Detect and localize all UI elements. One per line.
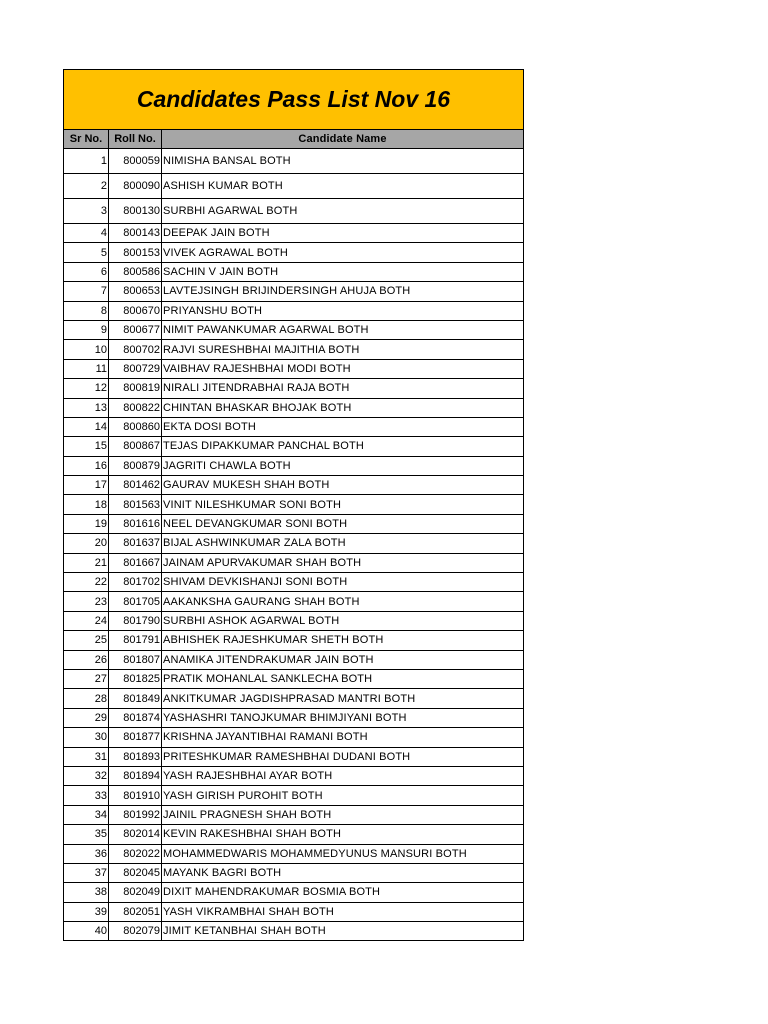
cell-sr-no: 8 (64, 302, 109, 320)
table-header-row (64, 130, 523, 149)
sheet-title: Candidates Pass List Nov 16 (64, 70, 523, 130)
cell-candidate-name: VAIBHAV RAJESHBHAI MODI BOTH (163, 362, 351, 375)
cell-roll-no: 800879 (109, 457, 162, 475)
cell-sr-no: 40 (64, 922, 109, 940)
cell-sr-no: 10 (64, 340, 109, 358)
cell-candidate-name: KRISHNA JAYANTIBHAI RAMANI BOTH (163, 731, 368, 744)
cell-roll-no: 801893 (109, 748, 162, 766)
cell-roll-no: 801877 (109, 728, 162, 746)
cell-sr-no: 17 (64, 476, 109, 494)
cell-roll-no: 800860 (109, 418, 162, 436)
cell-sr-no: 16 (64, 457, 109, 475)
table-row (64, 748, 523, 767)
cell-sr-no: 25 (64, 631, 109, 649)
cell-candidate-name: SURBHI ASHOK AGARWAL BOTH (163, 615, 340, 627)
column-header-candidate-name: Candidate Name (298, 133, 387, 145)
cell-sr-no: 6 (64, 263, 109, 281)
table-row (64, 418, 523, 437)
cell-roll-no: 800677 (109, 321, 162, 339)
cell-roll-no: 801702 (109, 573, 162, 591)
cell-candidate-name: YASH GIRISH PUROHIT BOTH (163, 789, 323, 802)
cell-sr-no: 9 (64, 321, 109, 339)
table-row (64, 340, 523, 359)
cell-roll-no: 801807 (109, 651, 162, 669)
table-row (64, 457, 523, 476)
table-row (64, 399, 523, 418)
cell-roll-no: 802049 (109, 883, 162, 901)
cell-roll-no: 801705 (109, 592, 162, 610)
cell-roll-no: 801849 (109, 689, 162, 707)
cell-roll-no: 801616 (109, 515, 162, 533)
cell-sr-no: 27 (64, 670, 109, 688)
table-row (64, 302, 523, 321)
cell-candidate-name: BIJAL ASHWINKUMAR ZALA BOTH (163, 537, 346, 550)
table-row (64, 174, 523, 199)
cell-sr-no: 23 (64, 592, 109, 610)
table-row (64, 864, 523, 883)
cell-candidate-name: CHINTAN BHASKAR BHOJAK BOTH (163, 401, 352, 414)
cell-candidate-name: EKTA DOSI BOTH (163, 421, 256, 434)
cell-candidate-name: JAINIL PRAGNESH SHAH BOTH (163, 808, 332, 821)
cell-sr-no: 37 (64, 864, 109, 882)
cell-candidate-name: ANKITKUMAR JAGDISHPRASAD MANTRI BOTH (163, 692, 416, 705)
cell-roll-no: 800702 (109, 340, 162, 358)
cell-sr-no: 32 (64, 767, 109, 785)
cell-roll-no: 800059 (109, 149, 162, 173)
cell-sr-no: 19 (64, 515, 109, 533)
cell-roll-no: 800653 (109, 282, 162, 300)
cell-roll-no: 800130 (109, 199, 162, 223)
cell-sr-no: 24 (64, 612, 109, 630)
table-row (64, 845, 523, 864)
cell-sr-no: 18 (64, 495, 109, 513)
cell-candidate-name: PRIYANSHU BOTH (163, 304, 263, 317)
cell-roll-no: 802014 (109, 825, 162, 843)
table-row (64, 243, 523, 262)
table-row (64, 689, 523, 708)
table-row (64, 592, 523, 611)
cell-sr-no: 33 (64, 786, 109, 804)
cell-roll-no: 800143 (109, 224, 162, 242)
cell-candidate-name: ANAMIKA JITENDRAKUMAR JAIN BOTH (163, 653, 374, 666)
table-row (64, 825, 523, 844)
pass-list-sheet (63, 69, 524, 941)
cell-sr-no: 7 (64, 282, 109, 300)
cell-candidate-name: NEEL DEVANGKUMAR SONI BOTH (163, 518, 348, 531)
cell-candidate-name: JIMIT KETANBHAI SHAH BOTH (163, 925, 326, 938)
cell-candidate-name: KEVIN RAKESHBHAI SHAH BOTH (163, 828, 342, 841)
cell-sr-no: 1 (64, 149, 109, 173)
cell-sr-no: 39 (64, 903, 109, 921)
table-row (64, 612, 523, 631)
cell-sr-no: 36 (64, 845, 109, 863)
cell-sr-no: 26 (64, 651, 109, 669)
cell-candidate-name: ABHISHEK RAJESHKUMAR SHETH BOTH (163, 634, 384, 647)
table-row (64, 321, 523, 340)
table-row (64, 263, 523, 282)
cell-roll-no: 800090 (109, 174, 162, 198)
cell-candidate-name: VIVEK AGRAWAL BOTH (163, 246, 288, 259)
cell-sr-no: 31 (64, 748, 109, 766)
cell-roll-no: 801637 (109, 534, 162, 552)
cell-roll-no: 801825 (109, 670, 162, 688)
table-row (64, 903, 523, 922)
cell-roll-no: 802045 (109, 864, 162, 882)
table-row (64, 476, 523, 495)
table-row (64, 534, 523, 553)
cell-sr-no: 14 (64, 418, 109, 436)
cell-candidate-name: MAYANK BAGRI BOTH (163, 867, 282, 880)
table-row (64, 437, 523, 456)
cell-roll-no: 802051 (109, 903, 162, 921)
cell-roll-no: 801791 (109, 631, 162, 649)
table-row (64, 554, 523, 573)
table-row (64, 573, 523, 592)
cell-roll-no: 800819 (109, 379, 162, 397)
table-row (64, 883, 523, 902)
cell-candidate-name: SURBHI AGARWAL BOTH (163, 205, 298, 217)
table-row (64, 360, 523, 379)
cell-roll-no: 801874 (109, 709, 162, 727)
table-row (64, 786, 523, 805)
cell-roll-no: 802079 (109, 922, 162, 940)
cell-sr-no: 13 (64, 399, 109, 417)
cell-candidate-name: AAKANKSHA GAURANG SHAH BOTH (163, 595, 360, 608)
cell-roll-no: 801894 (109, 767, 162, 785)
cell-sr-no: 12 (64, 379, 109, 397)
cell-candidate-name: ASHISH KUMAR BOTH (163, 180, 283, 192)
table-row (64, 670, 523, 689)
cell-candidate-name: SHIVAM DEVKISHANJI SONI BOTH (163, 576, 348, 589)
table-row (64, 495, 523, 514)
cell-candidate-name: YASH VIKRAMBHAI SHAH BOTH (163, 905, 335, 918)
cell-sr-no: 38 (64, 883, 109, 901)
table-row (64, 709, 523, 728)
cell-candidate-name: NIMISHA BANSAL BOTH (163, 155, 291, 167)
table-row (64, 922, 523, 941)
cell-roll-no: 800153 (109, 243, 162, 261)
cell-roll-no: 802022 (109, 845, 162, 863)
cell-candidate-name: RAJVI SURESHBHAI MAJITHIA BOTH (163, 343, 360, 356)
cell-roll-no: 800822 (109, 399, 162, 417)
cell-candidate-name: NIMIT PAWANKUMAR AGARWAL BOTH (163, 324, 369, 337)
cell-candidate-name: TEJAS DIPAKKUMAR PANCHAL BOTH (163, 440, 364, 453)
cell-sr-no: 35 (64, 825, 109, 843)
table-row (64, 515, 523, 534)
cell-roll-no: 800867 (109, 437, 162, 455)
table-row (64, 149, 523, 174)
column-header-sr-no: Sr No. (64, 130, 109, 148)
cell-candidate-name: JAINAM APURVAKUMAR SHAH BOTH (163, 556, 362, 569)
cell-roll-no: 800586 (109, 263, 162, 281)
cell-sr-no: 29 (64, 709, 109, 727)
cell-candidate-name: LAVTEJSINGH BRIJINDERSINGH AHUJA BOTH (163, 285, 411, 298)
table-row (64, 767, 523, 786)
cell-roll-no: 801462 (109, 476, 162, 494)
table-row (64, 224, 523, 243)
cell-candidate-name: PRITESHKUMAR RAMESHBHAI DUDANI BOTH (163, 750, 411, 763)
table-row (64, 199, 523, 224)
table-row (64, 728, 523, 747)
cell-candidate-name: DIXIT MAHENDRAKUMAR BOSMIA BOTH (163, 886, 381, 899)
cell-candidate-name: MOHAMMEDWARIS MOHAMMEDYUNUS MANSURI BOTH (163, 847, 467, 860)
cell-sr-no: 2 (64, 174, 109, 198)
cell-roll-no: 801667 (109, 554, 162, 572)
table-row (64, 631, 523, 650)
cell-candidate-name: JAGRITI CHAWLA BOTH (163, 459, 291, 472)
cell-sr-no: 5 (64, 243, 109, 261)
table-row (64, 282, 523, 301)
cell-sr-no: 15 (64, 437, 109, 455)
cell-sr-no: 34 (64, 806, 109, 824)
column-header-roll-no: Roll No. (109, 130, 162, 148)
cell-roll-no: 800670 (109, 302, 162, 320)
cell-candidate-name: DEEPAK JAIN BOTH (163, 227, 270, 240)
candidate-rows (64, 149, 523, 941)
table-row (64, 379, 523, 398)
cell-sr-no: 20 (64, 534, 109, 552)
cell-roll-no: 801563 (109, 495, 162, 513)
cell-roll-no: 801992 (109, 806, 162, 824)
cell-roll-no: 800729 (109, 360, 162, 378)
cell-sr-no: 21 (64, 554, 109, 572)
cell-candidate-name: VINIT NILESHKUMAR SONI BOTH (163, 498, 342, 511)
cell-candidate-name: YASHASHRI TANOJKUMAR BHIMJIYANI BOTH (163, 711, 407, 724)
table-row (64, 651, 523, 670)
cell-candidate-name: GAURAV MUKESH SHAH BOTH (163, 479, 330, 492)
cell-sr-no: 3 (64, 199, 109, 223)
cell-sr-no: 28 (64, 689, 109, 707)
cell-candidate-name: PRATIK MOHANLAL SANKLECHA BOTH (163, 673, 373, 686)
cell-roll-no: 801910 (109, 786, 162, 804)
cell-candidate-name: NIRALI JITENDRABHAI RAJA BOTH (163, 382, 350, 395)
cell-sr-no: 30 (64, 728, 109, 746)
cell-roll-no: 801790 (109, 612, 162, 630)
cell-candidate-name: SACHIN V JAIN BOTH (163, 265, 279, 278)
cell-sr-no: 4 (64, 224, 109, 242)
cell-sr-no: 11 (64, 360, 109, 378)
cell-candidate-name: YASH RAJESHBHAI AYAR BOTH (163, 770, 333, 783)
cell-sr-no: 22 (64, 573, 109, 591)
table-row (64, 806, 523, 825)
